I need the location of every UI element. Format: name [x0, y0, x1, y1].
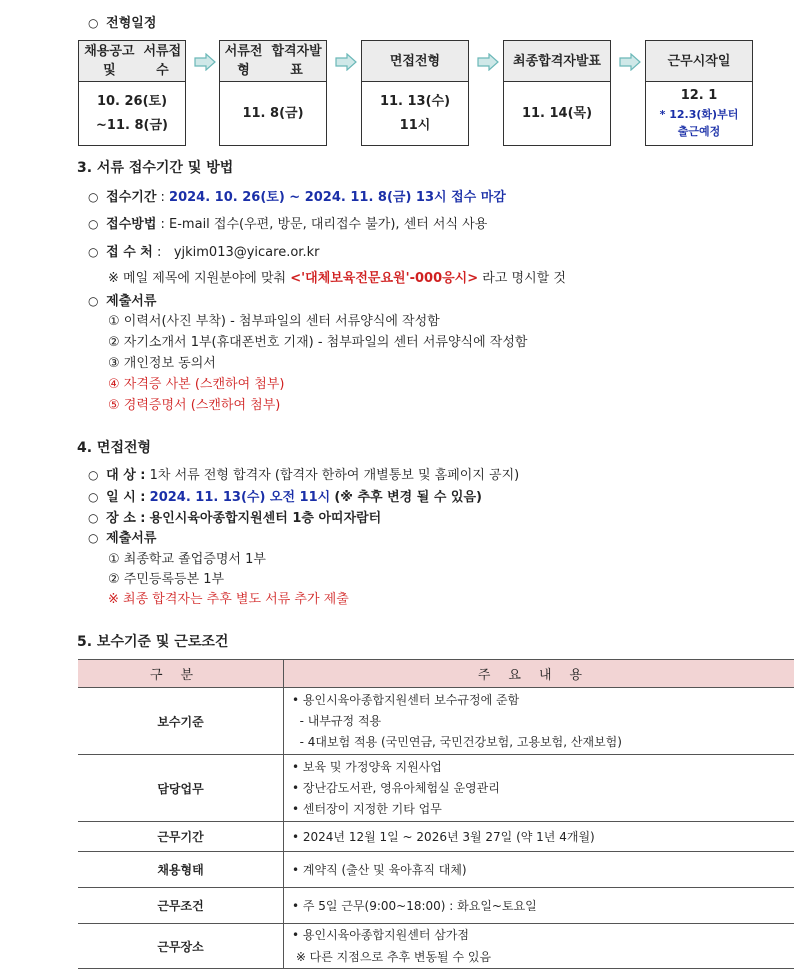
stage-detail-4: 12. 1 * 12.3(화)부터 출근예정 [645, 82, 753, 146]
doc-item-3-2: ③ 개인정보 동의서 [108, 356, 216, 371]
bullet-icon: ○ [88, 245, 99, 259]
method-label: 접수방법 [106, 217, 157, 232]
row-label: 근무장소 [78, 924, 284, 969]
table-row [78, 822, 794, 852]
address-value[interactable]: yjkim013@yicare.or.kr [173, 245, 320, 260]
stage-detail-0: 10. 26(토) ~11. 8(금) [78, 82, 186, 146]
section4-heading: 4. 면접전형 [77, 440, 152, 456]
stage-title-4: 근무시작일 [645, 40, 753, 82]
stage-title-1: 서류전형 합격자발표 [219, 40, 327, 82]
stage-title-2: 면접전형 [361, 40, 469, 82]
row-content: • 용인시육아종합지원센터 보수규정에 준함 - 내부규정 적용 - 4대보험 적용 (국민연금, 국민건강보험, 고용보험, 산재보험) [284, 688, 795, 755]
method-value: E-mail 접수(우편, 방문, 대리접수 불가), 센터 서식 사용 [169, 217, 488, 232]
bullet-icon: ○ [88, 16, 99, 30]
docs-title-4: ○ 제출서류 [88, 531, 157, 546]
address-row: ○ 접 수 처 : yjkim013@yicare.or.kr [88, 245, 320, 260]
date-row: ○ 일 시 : 2024. 11. 13(수) 오전 11시 (※ 추후 변경 될 수 있음) [88, 490, 482, 505]
stage-title-0: 채용공고 및 서류접수 [78, 40, 186, 82]
target-row: ○ 대 상 : 1차 서류 전형 합격자 (합격자 한하여 개별통보 및 홈페이지 공지) [88, 468, 520, 483]
section5-heading: 5. 보수기준 및 근로조건 [77, 634, 229, 650]
row-content: • 계약직 (출산 및 육아휴직 대체) [284, 852, 795, 888]
row-label: 보수기준 [78, 688, 284, 755]
bullet-icon: ○ [88, 511, 99, 525]
table-row [78, 755, 794, 822]
stage-detail-2: 11. 13(수) 11시 [361, 82, 469, 146]
place-row: ○ 장 소 : 용인시육아종합지원센터 1층 아띠자람터 [88, 511, 382, 526]
place-value: 용인시육아종합지원센터 1층 아띠자람터 [149, 511, 382, 526]
header-content: 주요내용 [284, 660, 795, 688]
bullet-icon: ○ [88, 468, 99, 482]
header-category: 구분 [78, 660, 284, 688]
date-note: (※ 추후 변경 될 수 있음) [334, 490, 482, 505]
row-content: • 2024년 12월 1일 ~ 2026년 3월 27일 (약 1년 4개월) [284, 822, 795, 852]
row-label: 근무기간 [78, 822, 284, 852]
table-row [78, 924, 794, 969]
row-content: • 주 5일 근무(9:00~18:00) : 화요일~토요일 [284, 888, 795, 924]
subject-highlight: <'대체보육전문요원'-000응시> [290, 271, 479, 286]
stage-detail-3: 11. 14(목) [503, 82, 611, 146]
bullet-icon: ○ [88, 294, 99, 308]
target-value: 1차 서류 전형 합격자 (합격자 한하여 개별통보 및 홈페이지 공지) [149, 468, 520, 483]
bullet-icon: ○ [88, 217, 99, 231]
period-row: ○ 접수기간 : 2024. 10. 26(토) ~ 2024. 11. 8(금) 13시 접수 마감 [88, 190, 506, 205]
table-row [78, 688, 794, 755]
stage-title-3: 최종합격자 발표 [503, 40, 611, 82]
row-content: • 보육 및 가정양육 지원사업 • 장난감도서관, 영유아체험실 운영관리 • 센터장이 지정한 기타 업무 [284, 755, 795, 822]
row-label: 채용형태 [78, 852, 284, 888]
row-label: 근무조건 [78, 888, 284, 924]
doc-item-3-3: ④ 자격증 사본 (스캔하여 첨부) [108, 377, 285, 392]
doc-item-3-4: ⑤ 경력증명서 (스캔하여 첨부) [108, 398, 281, 413]
period-value: 2024. 10. 26(토) ~ 2024. 11. 8(금) 13시 접수 마감 [169, 190, 506, 205]
subject-note: ※ 메일 제목에 지원분야에 맞춰 <'대체보육전문요원'-000응시> 라고 명시할 것 [108, 271, 566, 286]
arrow-right-icon [335, 53, 357, 71]
bullet-icon: ○ [88, 490, 99, 504]
arrow-right-icon [619, 53, 641, 71]
docs-title-3: ○ 제출서류 [88, 294, 157, 309]
row-label: 담당업무 [78, 755, 284, 822]
doc-item-4-1: ② 주민등록등본 1부 [108, 572, 225, 587]
table-row [78, 888, 794, 924]
doc-item-3-0: ① 이력서(사진 부착) - 첨부파일의 센터 서류양식에 작성함 [108, 314, 440, 329]
address-label: 접 수 처 [106, 245, 153, 260]
schedule-title: ○ 전형일정 [88, 16, 157, 31]
row-content: • 용인시육아종합지원센터 삼가점 ※ 다른 지점으로 추후 변동될 수 있음 [284, 924, 795, 969]
final-note: ※ 최종 합격자는 추후 별도 서류 추가 제출 [108, 592, 349, 607]
bullet-icon: ○ [88, 531, 99, 545]
period-label: 접수기간 [106, 190, 157, 205]
doc-item-3-1: ② 자기소개서 1부(휴대폰번호 기재) - 첨부파일의 센터 서류양식에 작성함 [108, 335, 528, 350]
conditions-table [78, 659, 794, 969]
bullet-icon: ○ [88, 190, 99, 204]
section3-heading: 3. 서류 접수기간 및 방법 [77, 160, 234, 176]
date-value: 2024. 11. 13(수) 오전 11시 [149, 490, 331, 505]
arrow-right-icon [194, 53, 216, 71]
doc-item-4-0: ① 최종학교 졸업증명서 1부 [108, 552, 266, 567]
stage-detail-1: 11. 8(금) [219, 82, 327, 146]
arrow-right-icon [477, 53, 499, 71]
table-row [78, 852, 794, 888]
method-row: ○ 접수방법 : E-mail 접수(우편, 방문, 대리접수 불가), 센터 서식 사용 [88, 217, 488, 232]
